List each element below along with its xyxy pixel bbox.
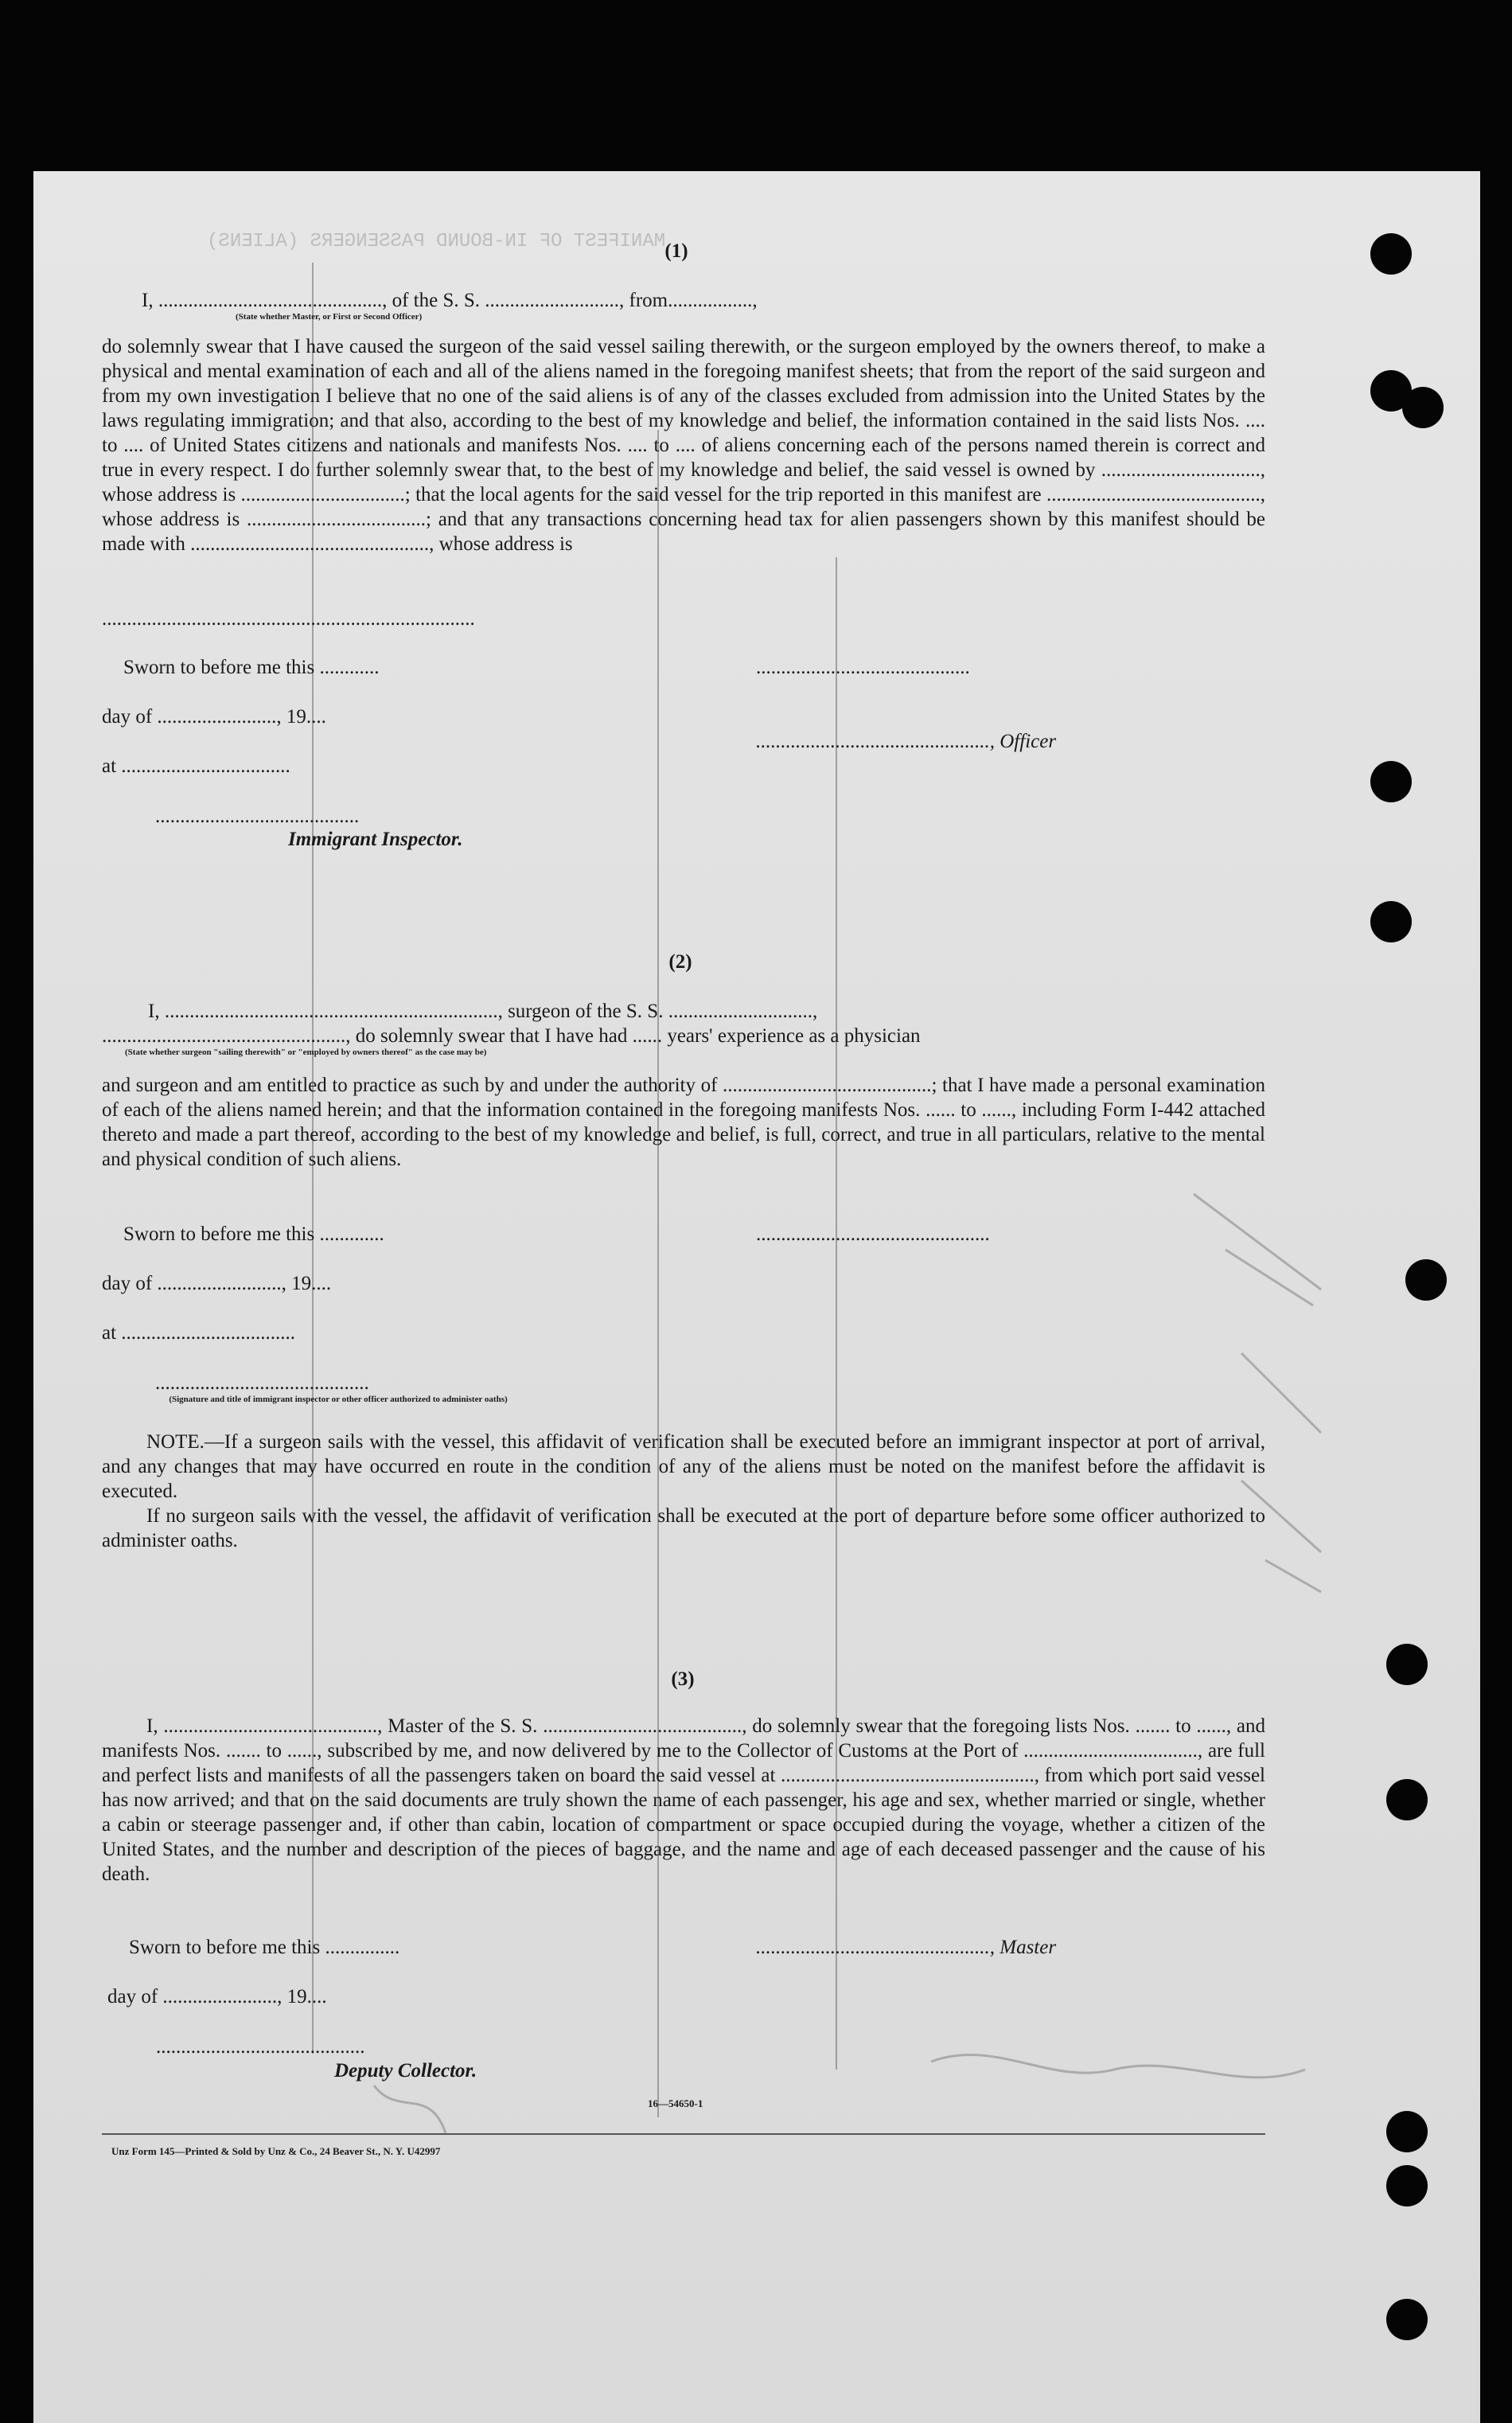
section-1-sworn: Sworn to before me this ............ — [123, 657, 380, 678]
section-1-header-note: (State whether Master, or First or Second Officer) — [236, 312, 423, 322]
pencil-stroke — [1241, 1481, 1321, 1552]
section-1-day: day of ........................, 19.... — [102, 706, 326, 728]
section-2-signature-dots: ........................................... — [155, 1372, 369, 1394]
section-1-officer-line: ..............................................., Officer — [756, 731, 1057, 752]
form-code: 16—54650-1 — [648, 2097, 703, 2109]
section-3-number: (3) — [671, 1668, 695, 1690]
pencil-stroke — [1241, 1353, 1321, 1433]
pencil-stroke — [1194, 1194, 1321, 1290]
section-2-right-dots: ............................................... — [756, 1223, 990, 1245]
section-3-master-line: ..............................................., Master — [756, 1937, 1057, 1958]
section-3-signature-dots: .......................................... — [156, 2036, 365, 2058]
pencil-stroke — [1226, 1250, 1313, 1305]
section-1-number: (1) — [664, 240, 688, 262]
section-2-note: (State whether surgeon "sailing therewith" or "employed by owners thereof" as the case may be) — [125, 1048, 487, 1057]
section-1-header-line: I, ............................................., of the S. S. ..........................., from................., — [142, 290, 758, 311]
section-2-signature-note: (Signature and title of immigrant inspector or other officer authorized to administer oaths) — [169, 1395, 508, 1404]
section-2-day: day of ........................., 19.... — [102, 1273, 332, 1294]
section-1-address-dots: ........................................................................... — [102, 608, 475, 630]
deputy-collector-label: Deputy Collector. — [334, 2060, 477, 2082]
bleed-through-text: MANIFEST OF IN-BOUND PASSENGERS (ALIENS) — [207, 231, 666, 252]
section-1-oath-text: do solemnly swear that I have caused the surgeon of the said vessel sailing therewith, or the surgeon employed by the owners thereof, to make a physical and mental examination of each and all of the aliens named in the foregoing manifest sheets; that from the report of the said surgeon and from my own investigation I believe that no one of the said aliens is of any of the classes excluded from admission into the United States by the laws regulating immigration; and that also, according to the best of my knowledge and belief, the information contained in the said lists Nos. .... to .... of United States citizens and nationals and manifests Nos. .... to .... of aliens concerning each of the persons named therein is correct and true in every respect. I do further solemnly swear that, to the best of my knowledge and belief, the said vessel is owned by ................................, whose address is .................................; that the local agents for the said vessel for the trip reported in this manifest are ..........................................., whose address is ....................................; and that any transactions concerning head tax for alien passengers shown by this manifest should be made with ................................................, whose address is — [102, 336, 1265, 555]
pencil-stroke — [1265, 1560, 1321, 1592]
section-2-sworn: Sworn to before me this ............. — [123, 1223, 384, 1245]
section-2-number: (2) — [668, 951, 692, 973]
note-paragraph-2: If no surgeon sails with the vessel, the affidavit of verification shall be executed at the port of departure before some officer authorized to administer oaths. — [102, 1505, 1265, 1551]
section-3-day: day of ......................., 19.... — [107, 1986, 327, 2007]
section-2-oath-text: and surgeon and am entitled to practice as such by and under the authority of ..........................................; that I have made a personal examination of each of the aliens named herein; and that the information contained in the foregoing manifests Nos. ...... to ......, including Form I-442 attached thereto and made a part thereof, according to the best of my knowledge and belief, is full, correct, and true in all particulars, relative to the mental and physical condition of such aliens. — [102, 1075, 1265, 1170]
pencil-stroke — [931, 2054, 1305, 2077]
section-3-sworn: Sworn to before me this ............... — [129, 1937, 400, 1958]
section-1-signature-dots: ......................................... — [155, 806, 360, 827]
immigrant-inspector-label: Immigrant Inspector. — [288, 829, 463, 850]
section-3-oath-text: I, ..........................................., Master of the S. S. ........................................, do solemnly swear that the foregoing lists Nos. ....... to ......, and manifests Nos. ....... to ......, subscribed by me, and now delivered by me to the Collector of Customs at the Port of ..................................., are full and perfect lists and manifests of all the passengers taken on board the said vessel at ..................................................., from which port said vessel has now arrived; and that on the said documents are truly shown the name of each passenger, his age and sex, whether married or single, whether a cabin or steerage passenger and, if other than cabin, location of compartment or space occupied during the voyage, whether a citizen of the United States, and the number and description of the pieces of baggage, and the name and age of each deceased passenger and the cause of his death. — [102, 1715, 1265, 1885]
pencil-stroke — [374, 2085, 446, 2133]
section-2-line1: I, ..................................................................., surgeon of the S. S. ............................., — [148, 1001, 818, 1022]
section-2-at: at ................................... — [102, 1322, 296, 1344]
section-1-at: at .................................. — [102, 755, 290, 777]
section-1-officer-dots: ........................................... — [756, 657, 970, 678]
note-paragraph-1: NOTE.—If a surgeon sails with the vessel, this affidavit of verification shall be executed before an immigrant inspector at port of arrival, and any changes that may have occurred en route in the condition of any of the aliens must be noted on the manifest before the affidavit is executed. — [102, 1431, 1265, 1502]
printer-footer: Unz Form 145—Printed & Sold by Unz & Co., 24 Beaver St., N. Y. U42997 — [111, 2145, 441, 2157]
section-2-line2: ................................................., do solemnly swear that I have had ...... years' experience as a physician — [102, 1025, 921, 1047]
